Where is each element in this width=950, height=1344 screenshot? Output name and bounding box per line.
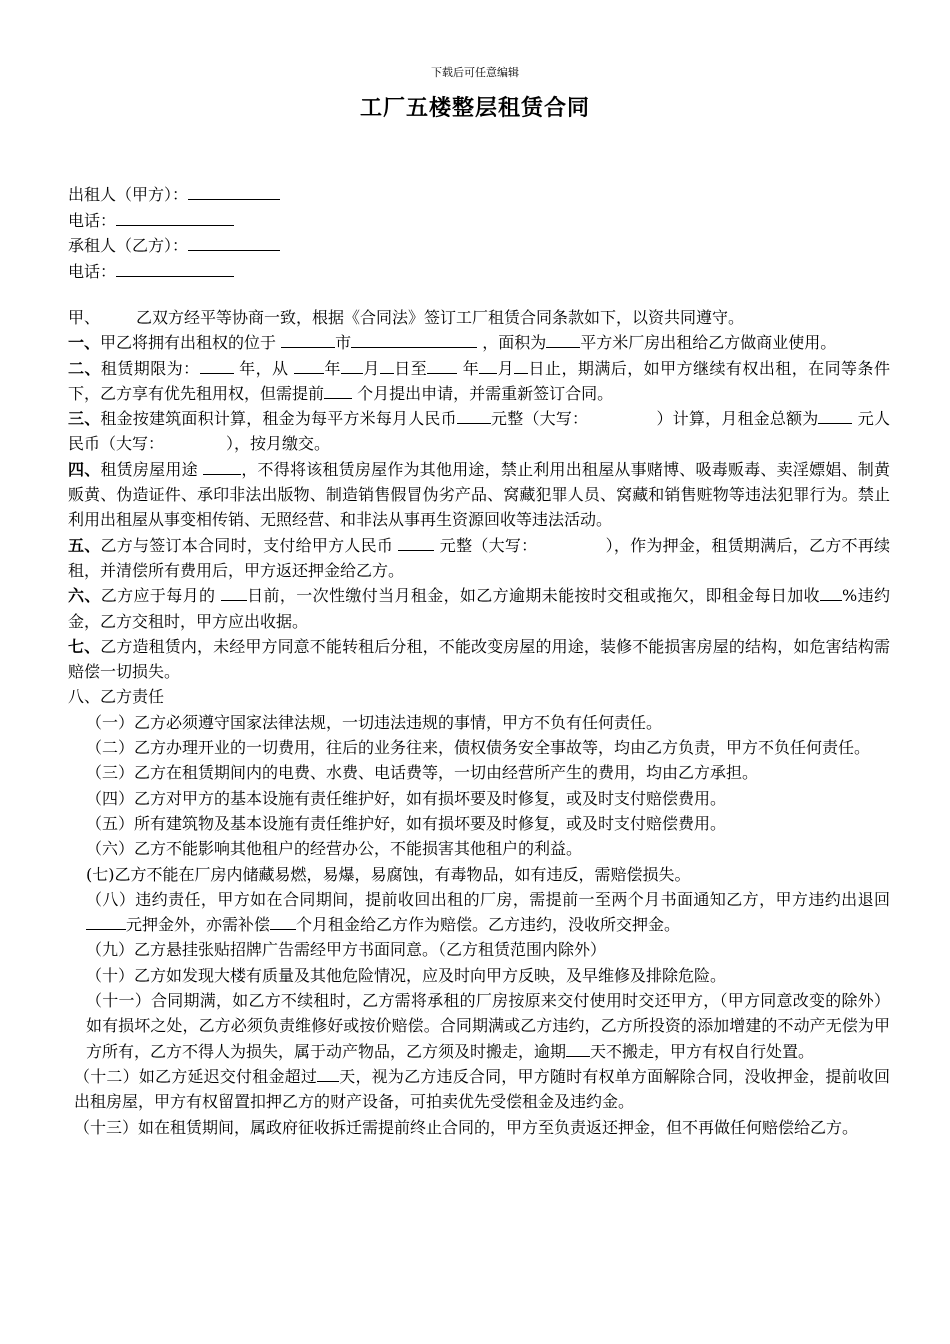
intro-paragraph	[68, 305, 890, 330]
clause-1	[68, 330, 890, 355]
clause-text: 元押金外，亦需补偿	[126, 915, 271, 935]
clause-text: 平方米厂房出租给乙方做商业使用。	[580, 333, 837, 353]
fill-blank	[514, 356, 528, 374]
clause-text: 月	[497, 358, 515, 378]
lessor-label: 出租人（甲方）：	[68, 185, 189, 204]
fill-blank	[281, 330, 335, 348]
clause-7	[68, 634, 890, 685]
clause-4	[68, 457, 890, 533]
clause-6	[68, 583, 890, 634]
clause-text: 元人民币（大写：	[68, 409, 890, 454]
responsibility-item-9: （九）乙方悬挂张贴招牌广告需经甲方书面同意。（乙方租赁范围内除外）	[86, 940, 607, 960]
fill-blank	[351, 330, 477, 348]
clause-text: 元整（大写：	[490, 409, 589, 429]
clause-number: 七、	[68, 636, 101, 656]
fill-blank	[341, 356, 363, 374]
clause-text: 日前，一次性缴付当月租金，如乙方逾期未能按时交租或拖欠，即租金每日加收	[246, 586, 821, 606]
fill-blank	[546, 330, 580, 348]
lessee-phone-row	[68, 259, 888, 285]
fill-blank	[820, 583, 842, 601]
clause-text: 租金按建筑面积计算，租金为每平方米每月人民币	[100, 409, 457, 429]
lessor-phone-blank	[116, 208, 234, 226]
fill-blank	[203, 457, 241, 475]
fill-blank	[818, 406, 852, 424]
fill-blank	[317, 1064, 339, 1082]
contract-body	[68, 305, 890, 1140]
clause-text: ，不得将该租赁房屋作为其他用途，禁止利用出租屋从事赌博、吸毒贩毒、卖淫嫖娼、制黄贩黄、伪造证件、承印非法出版物、制造销售假冒伪劣产品、窝藏犯罪人员、窝藏和销售赃物等违法犯罪行为。禁止利用出租屋从事变相传销、无照经营、和非法从事再生资源回收等违法活动。	[68, 459, 890, 530]
lessee-phone-blank	[116, 259, 234, 277]
intro-text: 乙双方经平等协商一致，根据《合同法》签订工厂租赁合同条款如下，以资共同遵守。	[136, 308, 745, 327]
clause-text: 市	[335, 333, 352, 353]
clause-text: 乙方应于每月的	[100, 586, 221, 606]
clause-number: 五、	[68, 535, 101, 555]
clause-number: 四、	[68, 459, 101, 479]
lessee-label: 承租人（乙方）：	[68, 236, 189, 255]
responsibility-item-1: （一）乙方必须遵守国家法律法规，一切违法违规的事情，甲方不负有任何责任。	[86, 712, 663, 732]
clause-text: %违约金，乙方交租时，甲方应出收据。	[68, 586, 890, 631]
fill-blank	[86, 912, 126, 930]
clause-text: 年，从	[233, 358, 295, 378]
fill-blank	[398, 533, 434, 551]
lessor-row	[68, 182, 888, 208]
clause-number: 一、	[68, 333, 101, 353]
responsibility-item-10: （十）乙方如发现大楼有质量及其他危险情况，应及时向甲方反映，及早维修及排除危险。	[86, 965, 727, 985]
responsibility-item-12	[68, 1064, 890, 1115]
fill-blank	[200, 356, 234, 374]
responsibility-item-11	[68, 988, 890, 1064]
fill-blank	[294, 356, 324, 374]
clause-text: 乙方与签订本合同时，支付给甲方人民币	[100, 535, 399, 555]
header-note: 下载后可任意编辑	[431, 66, 519, 79]
responsibility-item-8	[68, 887, 890, 938]
clause-text: （十二）如乙方延迟交付租金超过	[74, 1066, 318, 1086]
fill-blank	[324, 381, 352, 399]
lessee-row	[68, 233, 888, 259]
responsibility-item-7: (七)乙方不能在厂房内储藏易燃，易爆，易腐蚀，有毒物品，如有违反，需赔偿损失。	[86, 864, 691, 884]
parties-block	[68, 182, 888, 284]
clause-text: 日止，期满后，如甲方继续有权出租，在同等条件下，乙方享有优先租用权，但需提前	[68, 358, 890, 403]
clause-text: ，面积为	[477, 333, 547, 353]
lessor-name-blank	[188, 182, 280, 200]
clause-text: ）计算，月租金总额为	[656, 409, 819, 429]
fill-blank	[479, 356, 497, 374]
clause-text: ），按月缴交。	[226, 434, 331, 454]
clause-text: 个月提出申请，并需重新签订合同。	[352, 383, 614, 403]
lessor-phone-label: 电话：	[68, 210, 117, 230]
clause-2	[68, 356, 890, 407]
clause-text: 天，视为乙方违反合同，甲方随时有权单方面解除合同，没收押金，提前收回出租房屋，甲方有权留置扣押乙方的财产设备，可拍卖优先受偿租金及违约金。	[74, 1066, 890, 1112]
clause-text: 乙方造租赁内，未经甲方同意不能转租后分租，不能改变房屋的用途，装修不能损害房屋的结构，如危害结构需赔偿一切损失。	[68, 636, 890, 682]
clause-text: ），作为押金，租赁期满后，乙方不再续租，并清偿所有费用后，甲方返还押金给乙方。	[68, 535, 890, 580]
responsibility-item-4: （四）乙方对甲方的基本设施有责任维护好，如有损坏要及时修复，或及时支付赔偿费用。	[86, 788, 727, 808]
clause-text: 租赁期限为：	[100, 358, 200, 378]
responsibility-item-13: （十三）如在租赁期间，属政府征收拆迁需提前终止合同的，甲方至负责返还押金，但不再做任何赔偿给乙方。	[74, 1117, 859, 1137]
clause-text: 个月租金给乙方作为赔偿。乙方违约，没收所交押金。	[296, 915, 681, 935]
page-title: 工厂五楼整层租赁合同	[359, 95, 590, 121]
clause-text: 租赁房屋用途	[100, 459, 204, 479]
fill-blank	[566, 1039, 590, 1057]
clause-text: （十一）合同期满，如乙方不续租时，乙方需将承租的厂房按原来交付使用时交还甲方，（甲方同意改变的除外）如有损坏之处，乙方必须负责维修好或按价赔偿。合同期满或乙方违约，乙方所投资的添加增建的不动产无偿为甲方所有，乙方不得人为损失，属于动产物品，乙方须及时搬走，逾期	[86, 991, 890, 1061]
fill-blank	[221, 583, 247, 601]
clause-number: 二、	[68, 358, 101, 378]
responsibility-item-3: （三）乙方在租赁期间内的电费、水费、电话费等，一切由经营所产生的费用，均由乙方承担。	[86, 763, 759, 783]
intro-party-a: 甲、	[68, 308, 101, 327]
lessor-phone-row	[68, 208, 888, 234]
clause-3	[68, 406, 890, 457]
clause-5	[68, 533, 890, 584]
clause-text: （八）违约责任，甲方如在合同期间，提前收回出租的厂房，需提前一至两个月书面通知乙方，甲方违约出退回	[86, 889, 890, 909]
clause-text: 年	[324, 358, 341, 378]
clause-text: 月	[362, 358, 380, 378]
clause-text: 甲乙将拥有出租权的位于	[100, 333, 282, 353]
clause-text: 日至	[393, 358, 428, 378]
responsibility-item-6: （六）乙方不能影响其他租户的经营办公，不能损害其他租户的利益。	[86, 839, 583, 859]
fill-blank	[427, 356, 457, 374]
fill-blank	[270, 912, 296, 930]
clause-text: 天不搬走，甲方有权自行处置。	[590, 1041, 815, 1061]
clause-8-heading: 八、乙方责任	[68, 687, 165, 707]
clause-text: 年	[457, 358, 480, 378]
fill-blank	[380, 356, 394, 374]
clause-number: 六、	[68, 586, 101, 606]
lessee-phone-label: 电话：	[68, 261, 117, 281]
responsibility-item-5: （五）所有建筑物及基本设施有责任维护好，如有损坏要及时修复，或及时支付赔偿费用。	[86, 813, 727, 833]
fill-blank	[457, 406, 491, 424]
responsibility-item-2: （二）乙方办理开业的一切费用，往后的业务往来，债权债务安全事故等，均由乙方负责，甲方不负任何责任。	[86, 738, 871, 758]
clause-number: 三、	[68, 409, 101, 429]
clause-text: 元整（大写：	[434, 535, 538, 555]
lessee-name-blank	[188, 233, 280, 251]
